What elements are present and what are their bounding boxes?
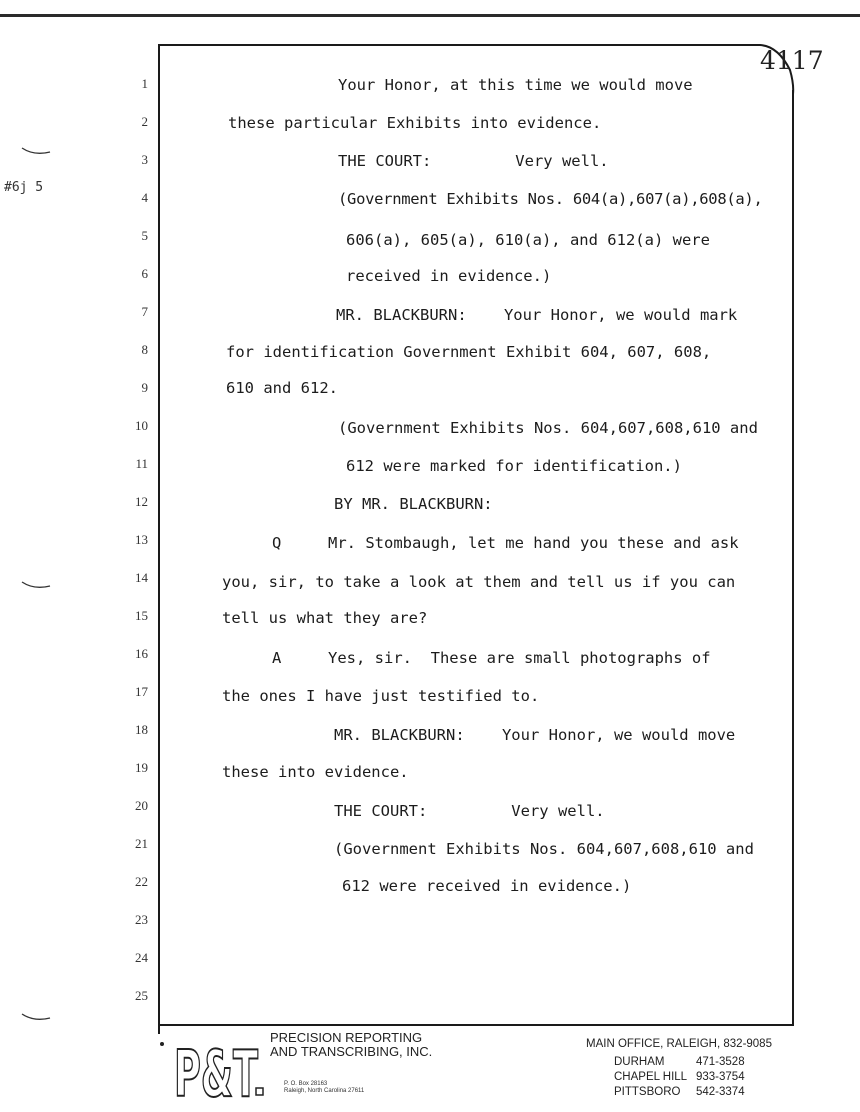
transcript-line: these particular Exhibits into evidence. xyxy=(228,114,602,132)
footer-company-name xyxy=(270,1031,432,1059)
line-number: 18 xyxy=(135,722,148,737)
line-number: 14 xyxy=(135,570,148,585)
line-number: 20 xyxy=(135,798,148,813)
transcript-line: you, sir, to take a look at them and tell us if you can xyxy=(222,573,736,591)
top-border-rule xyxy=(0,14,860,17)
line-number: 22 xyxy=(135,874,148,889)
address-line-1: P. O. Box 28163 xyxy=(284,1081,328,1087)
office-phone: 933-3754 xyxy=(696,1071,745,1083)
line-number: 21 xyxy=(135,836,148,851)
transcript-line: (Government Exhibits Nos. 604,607,608,610 and xyxy=(334,840,754,858)
company-logo-text: P&T xyxy=(174,1038,259,1102)
company-name-line-1: PRECISION REPORTING xyxy=(270,1030,423,1045)
line-number: 5 xyxy=(141,228,148,243)
line-number: 1 xyxy=(141,76,148,91)
transcript-line: 612 were marked for identification.) xyxy=(346,457,682,475)
transcript-line: the ones I have just testified to. xyxy=(222,687,540,705)
line-number: 25 xyxy=(135,988,148,1003)
page-frame-left xyxy=(158,44,160,1034)
transcript-line: Your Honor, at this time we would move xyxy=(338,76,693,94)
office-phone: 542-3374 xyxy=(696,1086,745,1098)
transcript-line: 612 were received in evidence.) xyxy=(342,877,632,895)
transcript-line: MR. BLACKBURN: Your Honor, we would move xyxy=(334,726,736,744)
office-city: CHAPEL HILL xyxy=(614,1071,688,1083)
line-number: 6 xyxy=(141,266,148,281)
page-frame-top xyxy=(158,44,753,46)
transcript-line: received in evidence.) xyxy=(346,267,552,285)
transcript-line: THE COURT: Very well. xyxy=(334,802,605,820)
transcript-line: 606(a), 605(a), 610(a), and 612(a) were xyxy=(346,231,710,249)
line-number: 8 xyxy=(141,342,148,357)
page-frame-bottom xyxy=(158,1024,794,1026)
line-number: 4 xyxy=(141,190,148,205)
page-number: 4117 xyxy=(760,46,824,75)
office-row xyxy=(614,1071,745,1083)
main-office-line: MAIN OFFICE, RALEIGH, 832-9085 xyxy=(586,1038,772,1050)
line-number: 23 xyxy=(135,912,148,927)
office-phone: 471-3528 xyxy=(696,1056,745,1068)
margin-tick-mark xyxy=(20,580,52,590)
office-city: DURHAM xyxy=(614,1056,665,1068)
line-number: 24 xyxy=(135,950,148,965)
line-number: 7 xyxy=(141,304,148,319)
line-number: 9 xyxy=(141,380,148,395)
office-row xyxy=(614,1056,745,1068)
line-number: 10 xyxy=(135,418,148,433)
margin-tick-mark xyxy=(20,146,52,156)
line-number: 3 xyxy=(141,152,148,167)
margin-tick-mark xyxy=(20,1012,52,1022)
company-name-line-2: AND TRANSCRIBING, INC. xyxy=(270,1044,433,1059)
line-number: 2 xyxy=(141,114,148,129)
line-number: 11 xyxy=(135,456,148,471)
line-number: 16 xyxy=(135,646,148,661)
transcript-line: A Yes, sir. These are small photographs of xyxy=(272,649,711,667)
line-number: 19 xyxy=(135,760,148,775)
transcript-line: these into evidence. xyxy=(222,763,409,781)
transcript-line: (Government Exhibits Nos. 604(a),607(a),608(a), xyxy=(338,190,763,208)
line-number: 12 xyxy=(135,494,148,509)
page-frame-right xyxy=(792,90,794,1024)
transcript-line: (Government Exhibits Nos. 604,607,608,610 and xyxy=(338,419,758,437)
margin-note: #6j 5 xyxy=(4,180,44,195)
office-row xyxy=(614,1086,745,1098)
transcript-line: THE COURT: Very well. xyxy=(338,152,609,170)
line-number: 15 xyxy=(135,608,148,623)
transcript-line: for identification Government Exhibit 604, 607, 608, xyxy=(226,343,712,361)
office-city: PITTSBORO xyxy=(614,1086,681,1098)
line-number: 13 xyxy=(135,532,148,547)
transcript-line: MR. BLACKBURN: Your Honor, we would mark xyxy=(336,306,738,324)
footer-dot xyxy=(160,1042,164,1046)
transcript-line: tell us what they are? xyxy=(222,609,428,627)
company-logo xyxy=(172,1030,264,1102)
transcript-line: 610 and 612. xyxy=(226,379,338,397)
transcript-line: Q Mr. Stombaugh, let me hand you these and ask xyxy=(272,534,739,552)
line-number: 17 xyxy=(135,684,148,699)
transcript-line: BY MR. BLACKBURN: xyxy=(334,495,493,513)
address-line-2: Raleigh, North Carolina 27611 xyxy=(284,1088,365,1094)
footer-address xyxy=(284,1081,364,1095)
